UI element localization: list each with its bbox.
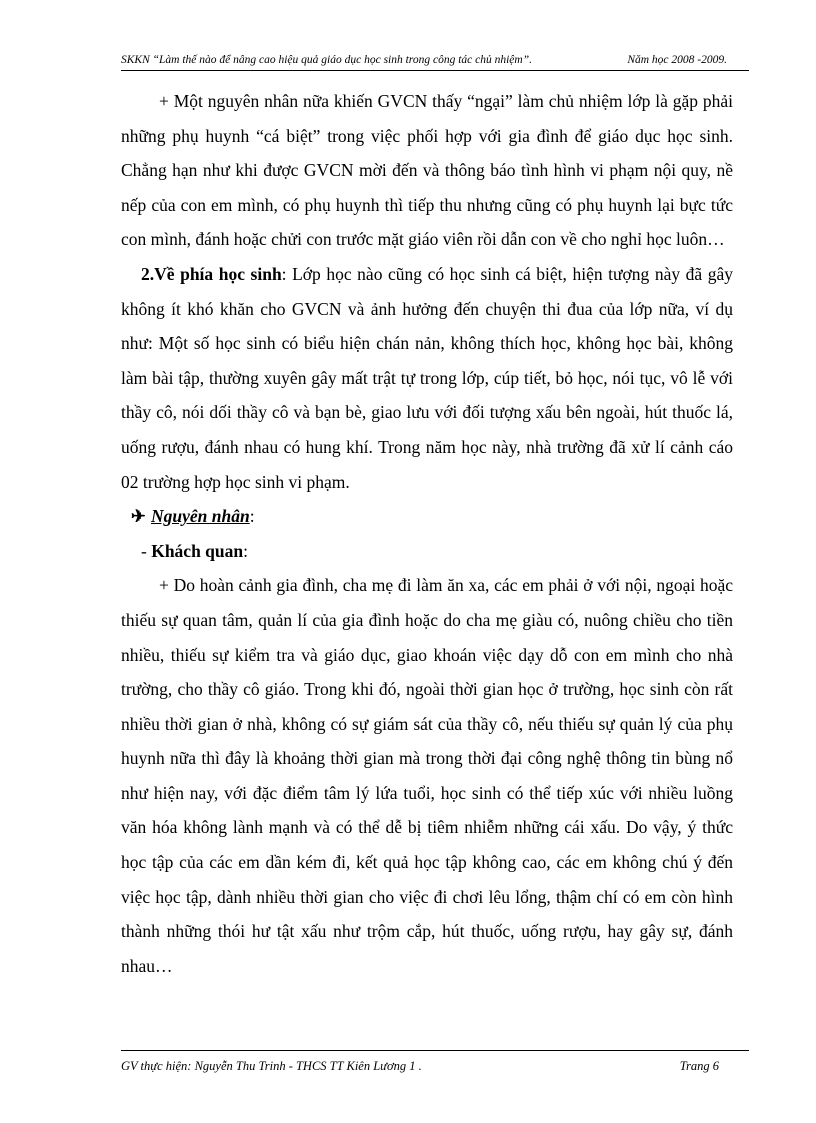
page-header [121, 54, 749, 71]
page-number: Trang 6 [679, 1059, 719, 1073]
page-footer [121, 1050, 749, 1074]
paragraph-1: + Một nguyên nhân nữa khiến GVCN thấy “ngại” làm chủ nhiệm lớp là gặp phải những phụ huynh “cá biệt” trong việc phối hợp với gia đình để giáo dục học sinh. Chẳng hạn như khi được GVCN mời đến và thông báo tình hình vi phạm nội quy, nề nếp của con em mình, có phụ huynh thì tiếp thu nhưng cũng có phụ huynh lại bực tức con mình, đánh hoặc chửi con trước mặt giáo viên rồi dẫn con về cho nghỉ học luôn… [121, 91, 733, 250]
heading-suffix: : [249, 506, 255, 527]
heading-text: Nguyên nhân [151, 506, 250, 527]
header-title: SKKN “Làm thế nào để nâng cao hiệu quả giáo dục học sinh trong công tác chủ nhiệm”. [121, 54, 532, 66]
paragraph-2 [121, 257, 733, 499]
section-heading [121, 499, 733, 534]
airplane-icon: ✈ [131, 506, 146, 527]
section-label-students: 2.Về phía học sinh [141, 263, 282, 284]
paragraph-2-text: : Lớp học nào cũng có học sinh cá biệt, hiện tượng này đã gây không ít khó khăn cho GVCN và ảnh hưởng đến chuyện thi đua của lớp nữa, ví dụ như: Một số học sinh có biểu hiện chán nản, không thích học, không học bài, không làm bài tập, thường xuyên gây mất trật tự trong lớp, cúp tiết, bỏ học, nói tục, vô lễ với thầy cô, nói dối thầy cô và bạn bè, giao lưu với đối tượng xấu bên ngoài, hút thuốc lá, uống rượu, đánh nhau có hung khí. Trong năm học này, nhà trường đã xử lí cảnh cáo 02 trường hợp học sinh vi phạm. [121, 263, 733, 492]
document-body [121, 84, 733, 983]
subheading [121, 534, 733, 569]
footer-author: GV thực hiện: Nguyễn Thu Trinh - THCS TT Kiên Lương 1 . [121, 1059, 422, 1073]
subheading-label: Khách quan [151, 540, 244, 561]
subheading-suffix: : [243, 540, 248, 561]
subheading-prefix: - [141, 540, 152, 561]
paragraph-3: + Do hoàn cảnh gia đình, cha mẹ đi làm ăn xa, các em phải ở với nội, ngoại hoặc thiếu sự quan tâm, quản lí của gia đình hoặc do cha mẹ giàu có, nuông chiều cho tiền nhiều, thiếu sự kiểm tra và giáo dục, giao khoán việc dạy dỗ con em mình cho nhà trường, cho thầy cô giáo. Trong khi đó, ngoài thời gian học ở trường, học sinh còn rất nhiều thời gian ở nhà, không có sự giám sát của thầy cô, nếu thiếu sự quản lý của phụ huynh nữa thì đây là khoảng thời gian mà trong thời đại công nghệ thông tin bùng nổ như hiện nay, với đặc điểm tâm lý lứa tuổi, học sinh có thể tiếp xúc với nhiều luồng văn hóa không lành mạnh và có thể dễ bị tiêm nhiễm những cái xấu. Do vậy, ý thức học tập của các em dần kém đi, kết quả học tập không cao, các em không chú ý đến việc học tập, dành nhiều thời gian cho việc đi chơi lêu lổng, thậm chí có em còn hình thành những thói hư tật xấu như trộm cắp, hút thuốc, uống rượu, hay gây sự, đánh nhau… [121, 575, 733, 976]
header-year: Năm học 2008 -2009. [627, 54, 727, 66]
